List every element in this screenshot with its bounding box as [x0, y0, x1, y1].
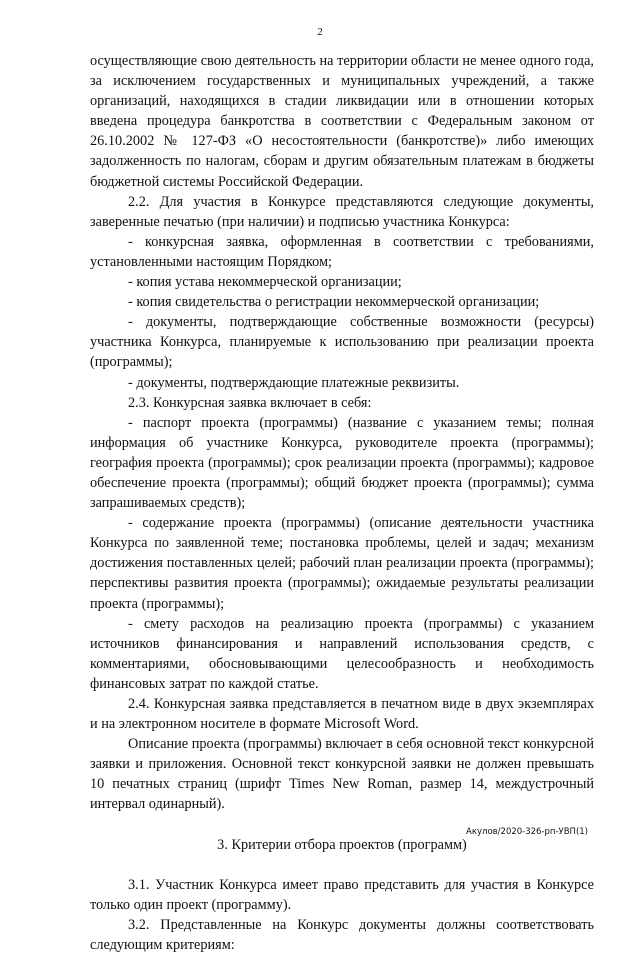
paragraph-3-1: 3.1. Участник Конкурса имеет право представить для участия в Конкурсе только один проект (программу). — [90, 876, 594, 913]
list-item-payment-details: - документы, подтверждающие платежные реквизиты. — [128, 374, 460, 391]
paragraph-eligibility-continued: осуществляющие свою деятельность на территории области не менее одного года, за исключением государственных и муниципальных учреждений, а также организаций, находящихся в стадии ликвидации или в отношении которых введена процедура банкротства в соответствии с Федеральным законом от 26.10.2002 № 127-ФЗ «О несостоятельности (банкротстве)» либо имеющих задолженность по налогам, сборам и другим обязательным платежам в бюджеты бюджетной системы Российской Федерации. — [90, 53, 594, 190]
paragraph-description: Описание проекта (программы) включает в себя основной текст конкурсной заявки и приложения. Основной текст конкурсной заявки не должен превышать 10 печатных страниц (шрифт Times New Roman, размер 14, междустрочный интервал одинарный). — [90, 736, 594, 813]
list-item-budget-estimate: - смету расходов на реализацию проекта (программы) с указанием источников финансирования и направлений использования средств, с комментариями, обосновывающими целесообразность и необходимость финансовых затрат по каждой статье. — [90, 615, 594, 692]
paragraph-3-2: 3.2. Представленные на Конкурс документы должны соответствовать следующим критериям: — [90, 916, 594, 953]
list-item-charter-copy: - копия устава некоммерческой организации; — [128, 274, 402, 291]
document-body — [90, 51, 594, 955]
paragraph-2-2: 2.2. Для участия в Конкурсе представляются следующие документы, заверенные печатью (при наличии) и подписью участника Конкурса: — [90, 193, 594, 230]
page-number: 2 — [317, 26, 323, 38]
list-item-project-passport: - паспорт проекта (программы) (название с указанием темы; полная информация об участнике Конкурса, руководителе проекта (программы); география проекта (программы); срок реализации проекта (программы); кадровое обеспечение проекта (программы); общий бюджет проекта (программы); сумма запрашиваемых средств); — [90, 414, 594, 512]
section-heading: 3. Критерии отбора проектов (программ) — [217, 836, 467, 853]
list-item-registration-copy: - копия свидетельства о регистрации некоммерческой организации; — [128, 294, 540, 311]
list-item-resources-documents: - документы, подтверждающие собственные возможности (ресурсы) участника Конкурса, планируемые к использованию при реализации проекта (программы); — [90, 314, 594, 371]
list-item-application: - конкурсная заявка, оформленная в соответствии с требованиями, установленными настоящим Порядком; — [90, 233, 594, 270]
list-item-project-content: - содержание проекта (программы) (описание деятельности участника Конкурса по заявленной теме; постановка проблемы, целей и задач; механизм достижения поставленных целей; рабочий план реализации проекта (программы); перспективы развития проекта (программы); ожидаемые результаты реализации проекта (программы); — [90, 515, 594, 612]
paragraph-2-4: 2.4. Конкурсная заявка представляется в печатном виде в двух экземплярах и на электронном носителе в формате Microsoft Word. — [90, 696, 594, 733]
document-code-footer: Акулов/2020-326-рп-УВП(1) — [466, 827, 588, 837]
paragraph-2-3: 2.3. Конкурсная заявка включает в себя: — [128, 394, 372, 411]
